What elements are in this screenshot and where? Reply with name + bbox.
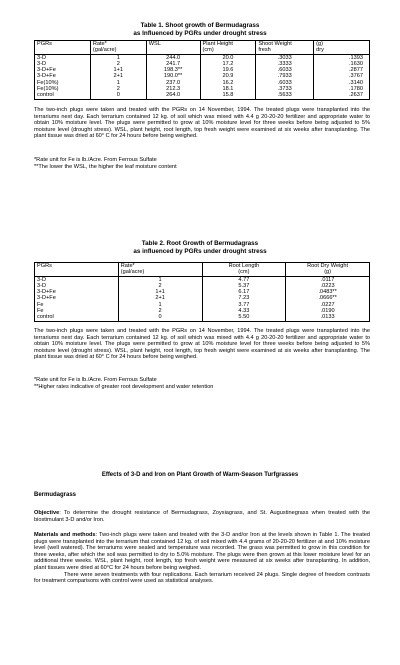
table1-header-cell: Plant Height (cm)	[200, 41, 256, 55]
table-cell: 2	[90, 86, 146, 92]
table-cell: 6.17	[202, 289, 286, 295]
table-cell: 1+1	[90, 67, 146, 73]
table-cell: Fe(10%)	[35, 86, 91, 92]
table-cell: .3333	[256, 61, 314, 67]
table-cell: 3-D	[35, 61, 91, 67]
table-cell: .2637	[314, 92, 370, 99]
table-cell: .3733	[256, 86, 314, 92]
table-cell: 0	[90, 92, 146, 99]
table2-title-line1: Table 2. Root Growth of Bermudagrass	[141, 240, 259, 247]
table-cell: 19.6	[200, 67, 256, 73]
table-cell: .1780	[314, 86, 370, 92]
table-row	[35, 92, 370, 99]
table-cell: 3-D+Fe	[35, 289, 119, 295]
methods-label: Materials and methods	[34, 532, 96, 538]
table-cell: 0	[118, 314, 202, 321]
table-cell: 198.3**	[146, 67, 200, 73]
table-cell: .6033	[256, 80, 314, 86]
table-row	[35, 314, 370, 321]
table-cell: 17.2	[200, 61, 256, 67]
table1-title-line2: as Influenced by PGRs under drought stress	[133, 29, 267, 37]
table-cell: 1	[118, 302, 202, 308]
table1-title	[0, 22, 400, 37]
table-cell: .5633	[256, 92, 314, 99]
table2-header-row	[35, 263, 370, 277]
table2-title-line2: as influenced by PGRs under drought stress	[133, 247, 267, 255]
methods-text-2: There were seven treatments with four replications. Each terrarium received 24 plugs. Single degree of freedom contrasts for treatment comparisons with control were used as statistical analyses.	[34, 571, 370, 585]
table-cell: 20.9	[200, 73, 256, 79]
table1-title-line1: Table 1. Shoot growth of Bermudagrass	[140, 22, 260, 29]
methods-paragraph	[34, 532, 370, 585]
table1-header-cell: WSL	[146, 41, 200, 55]
table2-paragraph: The two-inch plugs were taken and treated with the PGRs on 14 November, 1994. The treated plugs were transplanted into the terrariums next day. Each terrarium contained 12 kg. of soil which was mixed with 4.4 g 20-20-20 fertilizer and appropriate water to obtain 10% moisture level. The plugs were permitted to grow at 10% moisture level for three weeks before being adjusted to 5% moisture level (drought stress). WSL, plant height, root length, top fresh weight were examined at six weeks after transplanting. The plant tissue was dried at 60° C for 24 hours before being weighed.	[34, 328, 370, 361]
table-cell: 2	[118, 283, 202, 289]
table-cell: 2+1	[90, 73, 146, 79]
table-cell: 3-D+Fe	[35, 295, 119, 301]
table1-header-cell: PGRs	[35, 41, 91, 55]
section-subheading: Bermudagrass	[34, 492, 77, 498]
table-cell: 212.3	[146, 86, 200, 92]
table1-footnote-2: **The lower the WSL, the higher the leaf moisture content	[34, 164, 177, 170]
table-cell: 4.77	[202, 276, 286, 283]
table-cell: 1+1	[118, 289, 202, 295]
table-cell: 2	[90, 61, 146, 67]
section-heading: Effects of 3-D and Iron on Plant Growth of Warm-Season Turfgrasses	[101, 472, 299, 478]
table-cell: .0133	[286, 314, 370, 321]
table2-header-cell: Root Length (cm)	[202, 263, 286, 277]
table-cell: 3-D	[35, 276, 119, 283]
table-cell: .3140	[314, 80, 370, 86]
table-cell: 241.7	[146, 61, 200, 67]
table1-footnote-1: *Rate unit for Fe is lb./Acre. From Ferrous Sulfate	[34, 157, 157, 163]
table2-footnote-1: *Rate unit for Fe is lb./Acre. From Ferrous Sulfate	[34, 377, 157, 383]
table-cell: .3767	[314, 73, 370, 79]
table-cell: .0483**	[286, 289, 370, 295]
table1-header-cell: Shoot Weight fresh	[256, 41, 314, 55]
table-cell: 7.23	[202, 295, 286, 301]
table-cell: 16.2	[200, 80, 256, 86]
table1-header-cell: Rate* (gal/acre)	[90, 41, 146, 55]
methods-text: : Two-inch plugs were taken and treated with the 3-D and/or Iron at the levels shown in Table 1. The treated plugs were transplanted into the terrarium that contained 12 kg. of soil mixed with 4.4 grams of 20-20-20 fertilizer at and 10% moisture level (well watered). The terrariums were sealed and temperature was recorded. The grass was permitted to grow in this condition for three weeks, after which the soil was permitted to dry to 5.0% moisture. The plugs were then grown at this lower moisture level for an additional three weeks. WSL, plant height, root length, top fresh weight were measured at six weeks after transplanting. In addition, plant tissues were dried at 60°C for 24 hours before being weighed.	[34, 532, 370, 571]
table-cell: 1	[90, 80, 146, 86]
table-cell: 18.1	[200, 86, 256, 92]
table-cell: 3-D+Fe	[35, 73, 91, 79]
table-cell: Fe(10%)	[35, 80, 91, 86]
table-cell: 3-D	[35, 54, 91, 61]
table1	[34, 40, 370, 100]
objective-label: Objective	[34, 510, 60, 516]
table-cell: 20.0	[200, 54, 256, 61]
objective-paragraph	[34, 510, 370, 523]
table-cell: .7933	[256, 73, 314, 79]
table-cell: 190.0**	[146, 73, 200, 79]
table-cell: Fe	[35, 308, 119, 314]
table-cell: 2	[118, 308, 202, 314]
table2	[34, 262, 370, 322]
table-cell: 3-D+Fe	[35, 67, 91, 73]
table-row	[35, 54, 370, 61]
table1-header-cell: (g) dry	[314, 41, 370, 55]
table-cell: 15.8	[200, 92, 256, 99]
table-cell: 1	[118, 276, 202, 283]
table-cell: 3.77	[202, 302, 286, 308]
table1-paragraph: The two-inch plugs were taken and treated with the PGRs on 14 November, 1994. The treated plugs were transplanted into the terrariums next day. Each terrarium contained 12 kg. of soil which was mixed with 4.4 g 20-20-20 fertilizer and appropriate water to obtain 10% moisture level. The plugs were permitted to grow at 10% moisture level for three weeks before being adjusted to 5% moisture level (drought stress). WSL, plant height, root length, top fresh weight were examined at six weeks after transplanting. The plant tissue was dried at 60° C for 24 hours before being weighed.	[34, 107, 370, 140]
table-cell: control	[35, 92, 91, 99]
table-cell: .2877	[314, 67, 370, 73]
table2-footnote-2: **Higher rates indicative of greater root development and water retention	[34, 384, 214, 390]
table-cell: .0190	[286, 308, 370, 314]
table-cell: 264.0	[146, 92, 200, 99]
table-cell: .3033	[256, 54, 314, 61]
table-cell: 5.50	[202, 314, 286, 321]
table2-header-cell: Root Dry Weight (g)	[286, 263, 370, 277]
table-cell: 4.33	[202, 308, 286, 314]
objective-text: : To determine the drought resistance of Bermudagrass, Zoysiagrass, and St. Augustinegrass when treated with the biostimulant 3-D and/or Iron.	[34, 510, 370, 523]
table-cell: .1630	[314, 61, 370, 67]
table-cell: .0223	[286, 283, 370, 289]
table-cell: Fe	[35, 302, 119, 308]
table1-header-row	[35, 41, 370, 55]
table-cell: .0227	[286, 302, 370, 308]
table-cell: .6033	[256, 67, 314, 73]
table-cell: .0117	[286, 276, 370, 283]
table-cell: .0666**	[286, 295, 370, 301]
table-cell: 237.0	[146, 80, 200, 86]
table-cell: 1	[90, 54, 146, 61]
table2-header-cell: PGRs	[35, 263, 119, 277]
table2-header-cell: Rate* (gal/acre)	[118, 263, 202, 277]
table-cell: control	[35, 314, 119, 321]
table2-title	[0, 240, 400, 255]
table-cell: 3-D	[35, 283, 119, 289]
table-cell: .1393	[314, 54, 370, 61]
table-cell: 244.0	[146, 54, 200, 61]
table-cell: 2+1	[118, 295, 202, 301]
table-cell: 5.37	[202, 283, 286, 289]
table-row	[35, 276, 370, 283]
